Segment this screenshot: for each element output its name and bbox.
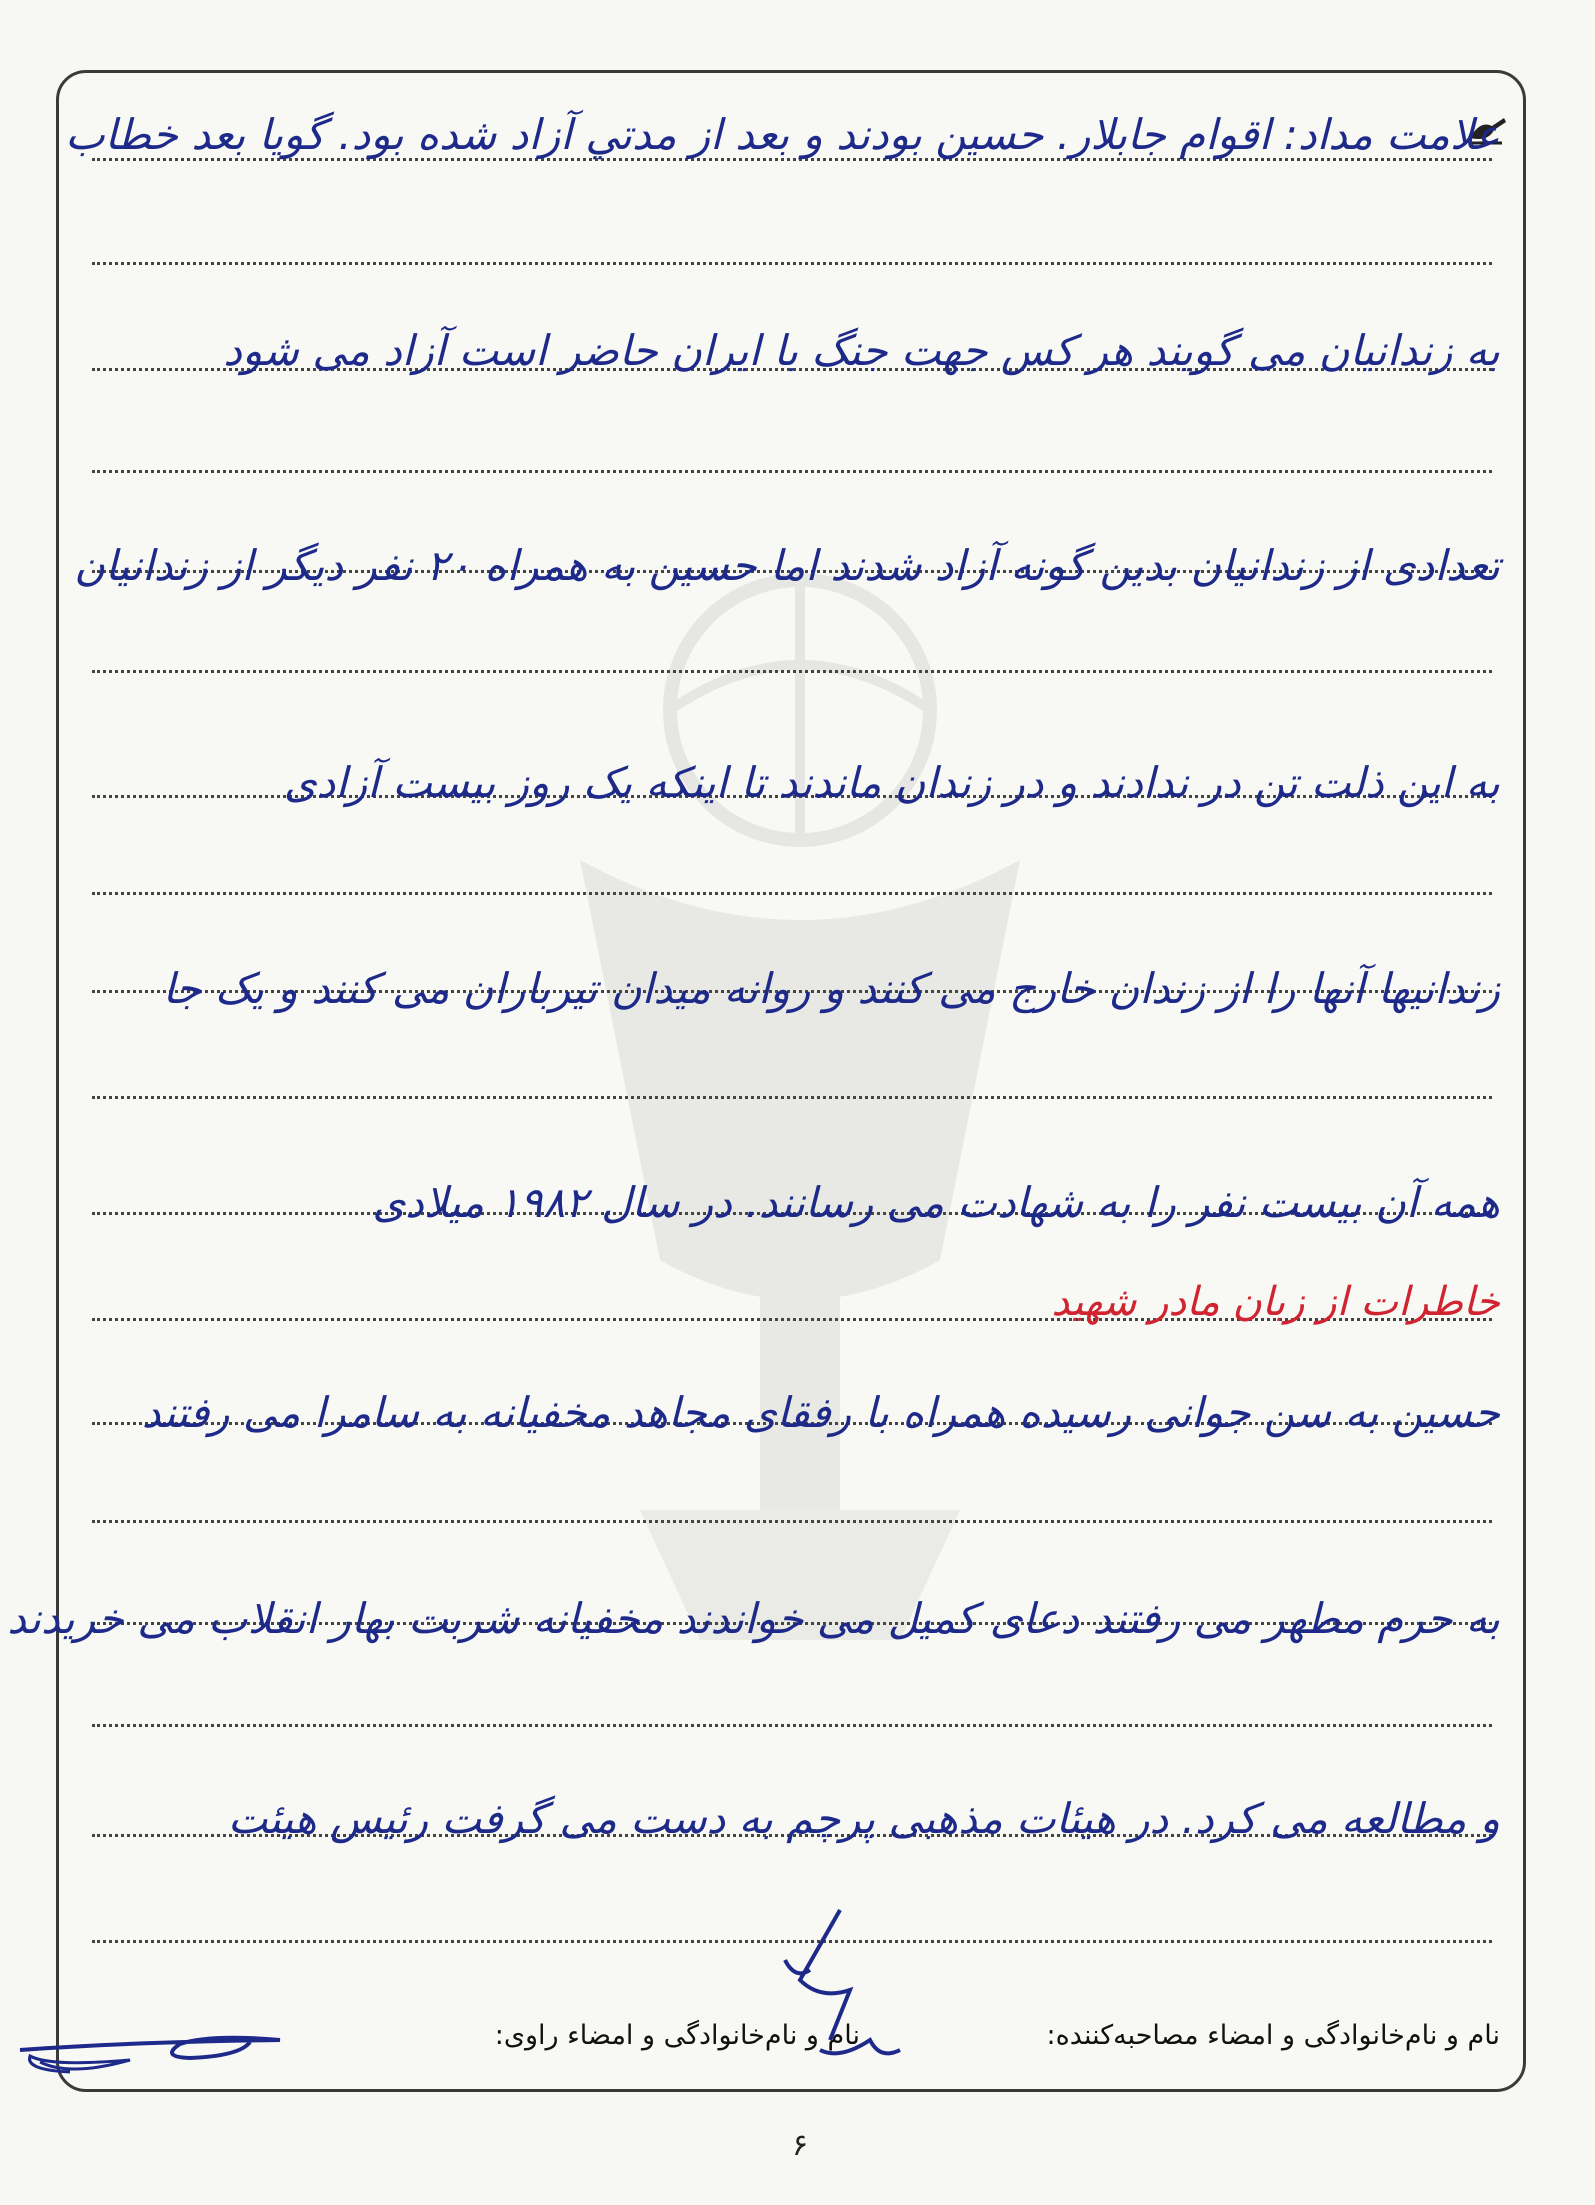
handwritten-line: همه آن بیست نفر را به شهادت می رسانند. در سال ۱۹۸۲ میلادی — [372, 1178, 1500, 1227]
handwritten-line: تعدادی از زندانیان بدین گونه آزاد شدند اما حسین به همراه ۲۰ نفر دیگر از زندانیان — [74, 541, 1500, 590]
ruled-line — [92, 470, 1492, 473]
handwritten-line: به حرم مطهر می رفتند دعای کمیل می خواندند مخفیانه شربت بهار انقلاب می خریدند — [7, 1594, 1500, 1643]
handwritten-line: به زندانیان می گویند هر کس جهت جنگ با ایران حاضر است آزاد می شود — [223, 326, 1500, 375]
handwritten-line: زندانیها آنها را از زندان خارج می کنند و روانه میدان تیرباران می کنند و یک جا — [162, 964, 1500, 1013]
interviewer-label: نام و نام‌خانوادگی و امضاء مصاحبه‌کننده: — [1046, 2020, 1500, 2051]
interviewer-signature — [780, 1900, 920, 2070]
handwritten-line: ﻋﻼﻣﺖ ﻣﺪاد: اﻗﻮام ﺟﺎﺑﻠﺎر. ﺣﺴﻴﻦ ﺑﻮدﻧﺪ و ﺑﻌﺪ از ﻣﺪﺗﻲ آزاد ﺷﺪه ﺑﻮد. ﮔﻮﻳﺎ ﺑﻌﺪ ﺧﻄﺎب — [65, 110, 1500, 159]
section-heading: خاطرات از زبان مادر شهید — [1051, 1279, 1500, 1325]
narrator-label: نام و نام‌خانوادگی و امضاء راوی: — [494, 2020, 860, 2051]
ruled-line — [92, 1520, 1492, 1523]
handwritten-line: و مطالعه می کرد. در هیئات مذهبی پرچم به دست می گرفت رئیس هیئت — [227, 1794, 1500, 1843]
handwritten-line: به این ذلت تن در ندادند و در زندان ماندند تا اینکه یک روز بیست آزادی — [283, 758, 1500, 807]
ruled-line — [92, 892, 1492, 895]
handwritten-line: حسین به سن جوانی رسیده همراه با رفقای مجاهد مخفیانه به سامرا می رفتند — [141, 1388, 1500, 1437]
ruled-line — [92, 1724, 1492, 1727]
ruled-line — [92, 262, 1492, 265]
watermark-emblem — [520, 560, 1080, 1660]
ruled-line — [92, 670, 1492, 673]
ruled-line — [92, 1096, 1492, 1099]
page-number: ۶ — [791, 2128, 809, 2163]
narrator-signature — [10, 2012, 290, 2082]
